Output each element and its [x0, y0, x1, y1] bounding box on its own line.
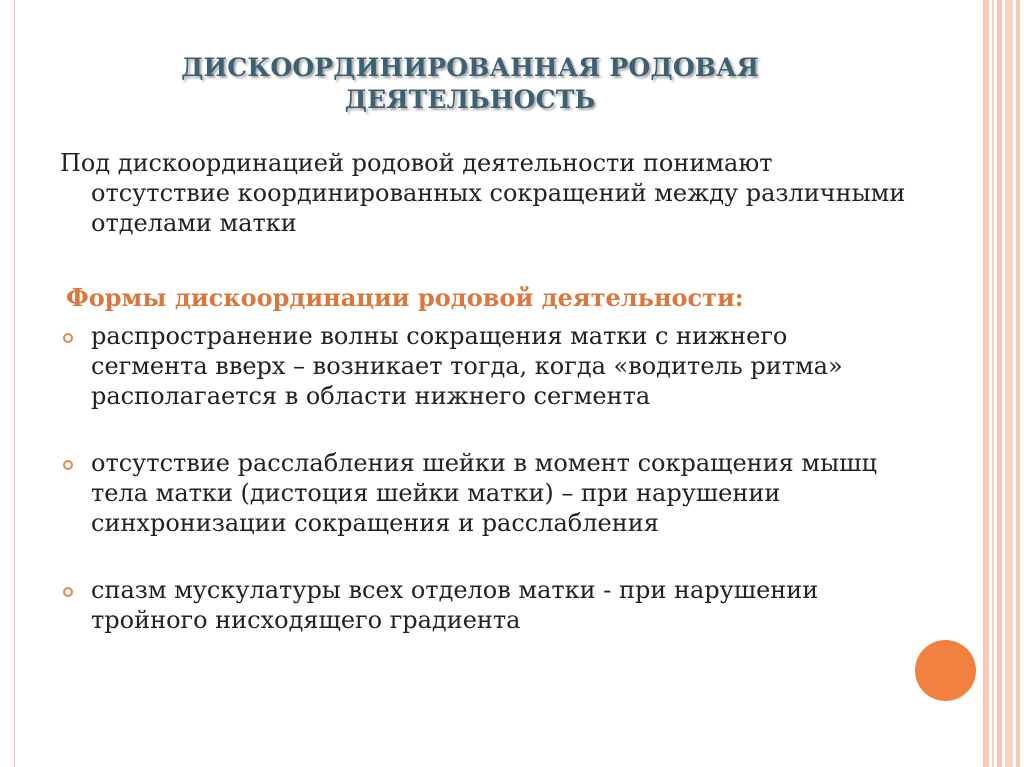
subheading: Формы дискоординации родовой деятельности: [66, 283, 744, 312]
ring-bullet-icon [63, 333, 73, 343]
bullet-item [60, 575, 910, 635]
intro-paragraph: Под дискоординацией родовой деятельности понимают отсутствие координированных сокращений между различными отделами матки [60, 149, 906, 237]
right-stripe [1005, 0, 1013, 767]
slide-title [100, 52, 840, 116]
bullet-list [60, 321, 910, 672]
right-stripe [997, 0, 1002, 767]
bullet-text: отсутствие расслабления шейки в момент сокращения мышц тела матки (дистоция шейки матки) – при нарушении синхронизации сокращения и расслабления [91, 449, 877, 537]
right-stripe [992, 0, 994, 767]
slide-title-line-1: ДИСКООРДИНИРОВАННАЯ РОДОВАЯ [181, 53, 759, 82]
slide-title-line-2: ДЕЯТЕЛЬНОСТЬ [344, 85, 596, 114]
ring-bullet-icon [63, 587, 73, 597]
right-stripe [983, 0, 989, 767]
right-stripe [1016, 0, 1020, 767]
bullet-item [60, 321, 910, 411]
ring-bullet-icon [63, 460, 73, 470]
decorative-orange-circle [915, 640, 976, 701]
bullet-text: спазм мускулатуры всех отделов матки - при нарушении тройного нисходящего градиента [91, 576, 819, 634]
bullet-text: распространение волны сокращения матки с нижнего сегмента вверх – возникает тогда, когда «водитель ритма» располагается в области нижнего сегмента [91, 322, 843, 410]
left-border-line [14, 0, 15, 767]
bullet-item [60, 448, 910, 538]
